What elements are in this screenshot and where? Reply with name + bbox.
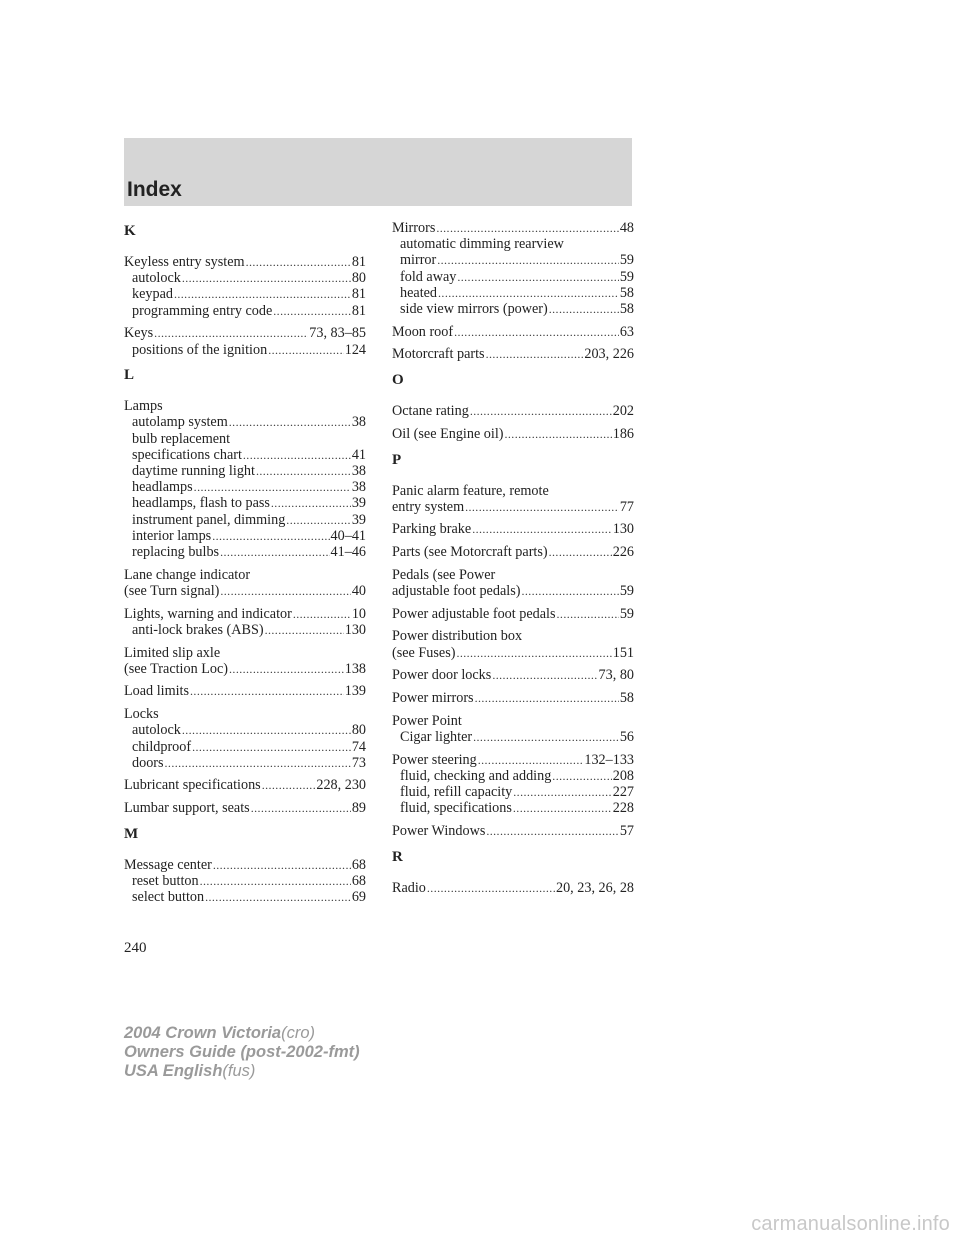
page-reference: 68 — [351, 873, 366, 890]
index-subentry — [124, 463, 366, 479]
index-term: interior lamps — [132, 527, 212, 544]
page-reference: 203, 226 — [584, 346, 634, 363]
index-term: daytime running light — [132, 463, 255, 480]
page-reference: 69 — [351, 889, 366, 906]
page-reference: 57 — [619, 822, 634, 839]
page-reference: 63 — [619, 323, 634, 340]
index-term: autolock — [132, 270, 181, 287]
dot-leader — [456, 645, 611, 661]
page-reference: 38 — [351, 463, 366, 480]
index-subentry — [392, 768, 634, 784]
page-reference: 39 — [351, 495, 366, 512]
index-term: Locks — [124, 706, 159, 723]
dot-leader — [213, 857, 351, 873]
index-term: Power adjustable foot pedals — [392, 605, 556, 622]
index-term: fluid, specifications — [400, 800, 512, 817]
page-reference: 48 — [619, 220, 634, 236]
index-term: entry system — [392, 498, 465, 515]
index-subentry — [392, 285, 634, 301]
index-entry — [392, 426, 634, 442]
dot-leader — [475, 690, 619, 706]
page-reference: 58 — [619, 301, 634, 318]
index-column-right — [392, 220, 634, 902]
footer-language: USA English — [124, 1062, 223, 1080]
index-term: Mirrors — [392, 220, 436, 236]
index-term: adjustable foot pedals) — [392, 583, 521, 600]
index-main-entry — [124, 583, 366, 599]
footer-language-code: (fus) — [222, 1062, 256, 1080]
index-term: (see Turn signal) — [124, 582, 220, 599]
page-reference: 73, 80 — [598, 667, 634, 684]
index-entry — [392, 667, 634, 683]
index-subentry — [392, 236, 634, 252]
index-subentry — [392, 729, 634, 745]
page-reference: 59 — [619, 605, 634, 622]
index-main-entry — [124, 567, 366, 583]
index-letter-heading: K — [124, 223, 136, 239]
page-number: 240 — [124, 940, 147, 956]
index-term: headlamps, flash to pass — [132, 495, 270, 512]
index-entry — [392, 606, 634, 622]
index-term: Power mirrors — [392, 690, 474, 707]
page-reference: 41–46 — [330, 544, 366, 561]
index-entry — [124, 683, 366, 699]
index-main-entry — [392, 752, 634, 768]
index-main-entry — [124, 800, 366, 816]
index-term: instrument panel, dimming — [132, 511, 286, 528]
dot-leader — [251, 800, 351, 816]
dot-leader — [182, 722, 351, 738]
index-main-entry — [392, 645, 634, 661]
dot-leader — [505, 426, 612, 442]
index-subentry — [124, 544, 366, 560]
index-term: side view mirrors (power) — [400, 301, 548, 318]
index-term: Power Windows — [392, 822, 486, 839]
page-reference: 56 — [619, 728, 634, 745]
index-term: reset button — [132, 873, 199, 890]
page-reference: 139 — [344, 683, 366, 700]
index-main-entry — [392, 606, 634, 622]
page-reference: 38 — [351, 414, 366, 431]
index-main-entry — [392, 403, 634, 419]
index-main-entry — [124, 683, 366, 699]
dot-leader — [486, 346, 584, 362]
index-term: positions of the ignition — [132, 341, 268, 358]
index-subentry — [124, 873, 366, 889]
page-reference: 58 — [619, 690, 634, 707]
index-term: Power door locks — [392, 667, 492, 684]
page-reference: 151 — [612, 644, 634, 661]
dot-leader — [454, 324, 619, 340]
page-reference: 40 — [351, 582, 366, 599]
index-main-entry — [392, 713, 634, 729]
index-term: autolamp system — [132, 414, 228, 431]
index-term: specifications chart — [132, 446, 242, 463]
index-main-entry — [392, 483, 634, 499]
index-subentry — [124, 303, 366, 319]
footer-guide: Owners Guide (post-2002-fmt) — [124, 1043, 360, 1061]
index-entry — [392, 690, 634, 706]
index-subentry — [124, 479, 366, 495]
page-reference: 41 — [351, 446, 366, 463]
page-reference: 80 — [351, 722, 366, 739]
index-term: Power Point — [392, 712, 462, 729]
dot-leader — [192, 739, 351, 755]
dot-leader — [513, 800, 612, 816]
index-entry — [124, 398, 366, 560]
index-main-entry — [392, 346, 634, 362]
dot-leader — [470, 403, 612, 419]
page-reference: 10 — [351, 605, 366, 622]
page-reference: 228, 230 — [316, 777, 366, 794]
document-footer — [124, 1024, 360, 1081]
index-term: Pedals (see Power — [392, 566, 496, 583]
index-letter-heading: O — [392, 372, 404, 389]
dot-leader — [465, 499, 619, 515]
header-band — [124, 138, 632, 206]
index-subentry — [124, 528, 366, 544]
index-term: Lubricant specifications — [124, 777, 261, 794]
dot-leader — [427, 880, 555, 896]
index-subentry — [124, 622, 366, 638]
index-subentry — [124, 286, 366, 302]
index-column-left — [124, 220, 366, 912]
index-term: Lumbar support, seats — [124, 800, 250, 817]
index-term: keypad — [132, 286, 173, 303]
index-subentry — [124, 414, 366, 430]
index-term: (see Traction Loc) — [124, 660, 229, 677]
index-entry — [392, 346, 634, 362]
index-term: Motorcraft parts — [392, 346, 485, 363]
index-entry — [124, 325, 366, 357]
index-letter-heading: L — [124, 367, 135, 384]
page-reference: 58 — [619, 284, 634, 301]
index-term: fluid, checking and adding — [400, 767, 552, 784]
index-main-entry — [392, 880, 634, 896]
index-subentry — [392, 800, 634, 816]
dot-leader — [174, 286, 351, 302]
dot-leader — [229, 414, 351, 430]
dot-leader — [154, 325, 308, 341]
dot-leader — [246, 254, 351, 270]
index-main-entry — [392, 324, 634, 340]
index-entry — [124, 777, 366, 793]
dot-leader — [273, 303, 351, 319]
dot-leader — [513, 784, 611, 800]
index-main-entry — [124, 606, 366, 622]
index-main-entry — [392, 823, 634, 839]
index-term: bulb replacement — [132, 430, 231, 447]
page-reference: 130 — [344, 621, 366, 638]
index-main-entry — [392, 521, 634, 537]
dot-leader — [205, 889, 351, 905]
index-entry — [124, 645, 366, 677]
dot-leader — [190, 683, 344, 699]
index-entry — [124, 567, 366, 599]
page-reference: 77 — [619, 498, 634, 515]
index-entry — [392, 521, 634, 537]
dot-leader — [182, 270, 351, 286]
index-entry — [392, 752, 634, 817]
index-main-entry — [124, 857, 366, 873]
dot-leader — [220, 544, 329, 560]
index-subentry — [124, 722, 366, 738]
page-reference: 73, 83–85 — [309, 325, 366, 342]
index-main-entry — [392, 628, 634, 644]
index-term: fold away — [400, 268, 457, 285]
dot-leader — [194, 479, 351, 495]
index-subentry — [124, 889, 366, 905]
index-main-entry — [392, 583, 634, 599]
page-reference: 89 — [351, 800, 366, 817]
dot-leader — [256, 463, 351, 479]
dot-leader — [200, 873, 351, 889]
dot-leader — [265, 622, 344, 638]
page-reference: 124 — [344, 341, 366, 358]
dot-leader — [286, 512, 351, 528]
dot-leader — [478, 752, 584, 768]
dot-leader — [552, 768, 611, 784]
index-subentry — [392, 269, 634, 285]
page-reference: 40–41 — [330, 527, 366, 544]
index-term: Panic alarm feature, remote — [392, 482, 549, 499]
index-main-entry — [392, 220, 634, 236]
page-reference: 68 — [351, 856, 366, 873]
index-entry — [124, 857, 366, 906]
page-reference: 59 — [619, 268, 634, 285]
index-main-entry — [392, 544, 634, 560]
page-reference: 130 — [612, 521, 634, 538]
page-reference: 208 — [612, 767, 634, 784]
index-term: Parts (see Motorcraft parts) — [392, 544, 548, 561]
dot-leader — [492, 667, 597, 683]
index-term: Octane rating — [392, 403, 469, 420]
page-reference: 81 — [351, 254, 366, 270]
page-reference: 202 — [612, 403, 634, 420]
dot-leader — [437, 252, 619, 268]
index-subentry — [124, 270, 366, 286]
dot-leader — [165, 755, 351, 771]
index-term: doors — [132, 754, 164, 771]
index-term: select button — [132, 889, 205, 906]
index-entry — [392, 544, 634, 560]
index-main-entry — [124, 645, 366, 661]
index-term: childproof — [132, 738, 192, 755]
index-term: replacing bulbs — [132, 544, 220, 561]
index-entry — [124, 706, 366, 771]
dot-leader — [229, 661, 344, 677]
dot-leader — [486, 823, 618, 839]
page-reference: 39 — [351, 511, 366, 528]
page-reference: 81 — [351, 286, 366, 303]
dot-leader — [557, 606, 619, 622]
index-main-entry — [124, 325, 366, 341]
index-entry — [392, 713, 634, 745]
page-reference: 228 — [612, 800, 634, 817]
dot-leader — [212, 528, 329, 544]
index-term: Parking brake — [392, 521, 472, 538]
index-entry — [392, 220, 634, 317]
page-reference: 73 — [351, 754, 366, 771]
dot-leader — [473, 729, 619, 745]
page-reference: 132–133 — [584, 751, 634, 768]
watermark: carmanualsonline.info — [751, 1213, 950, 1235]
index-subentry — [124, 342, 366, 358]
index-subentry — [124, 447, 366, 463]
page-reference: 227 — [612, 784, 634, 801]
footer-model: 2004 Crown Victoria — [124, 1024, 282, 1042]
page-title: Index — [127, 178, 182, 201]
page-reference: 20, 23, 26, 28 — [555, 879, 634, 896]
index-letter-heading: R — [392, 848, 403, 865]
index-entry — [392, 567, 634, 599]
index-main-entry — [124, 777, 366, 793]
index-subentry — [392, 252, 634, 268]
index-main-entry — [392, 667, 634, 683]
page-reference: 38 — [351, 479, 366, 496]
dot-leader — [271, 495, 351, 511]
index-subentry — [392, 301, 634, 317]
index-entry — [124, 800, 366, 816]
dot-leader — [268, 342, 344, 358]
index-entry — [392, 880, 634, 896]
index-subentry — [124, 495, 366, 511]
index-entry — [392, 324, 634, 340]
index-term: Load limits — [124, 683, 190, 700]
dot-leader — [438, 285, 619, 301]
page-reference: 74 — [351, 738, 366, 755]
dot-leader — [436, 220, 618, 236]
dot-leader — [293, 606, 351, 622]
index-entry — [124, 606, 366, 638]
index-letter-heading: P — [392, 451, 402, 468]
index-term: fluid, refill capacity — [400, 784, 513, 801]
index-term: anti-lock brakes (ABS) — [132, 621, 264, 638]
index-subentry — [392, 784, 634, 800]
dot-leader — [457, 269, 618, 285]
index-subentry — [124, 755, 366, 771]
dot-leader — [243, 447, 351, 463]
index-term: Cigar lighter — [400, 728, 473, 745]
index-term: Radio — [392, 879, 426, 896]
index-term: Oil (see Engine oil) — [392, 425, 504, 442]
index-subentry — [124, 739, 366, 755]
page-reference: 59 — [619, 252, 634, 269]
dot-leader — [472, 521, 612, 537]
page-reference: 59 — [619, 583, 634, 600]
index-term: Lamps — [124, 398, 163, 415]
index-entry — [124, 254, 366, 319]
page-reference: 186 — [612, 425, 634, 442]
index-main-entry — [124, 398, 366, 414]
index-term: Power steering — [392, 751, 477, 768]
page-reference: 80 — [351, 270, 366, 287]
page-reference: 226 — [612, 544, 634, 561]
index-term: Keys — [124, 325, 154, 342]
index-term: Limited slip axle — [124, 644, 221, 661]
index-entry — [392, 628, 634, 660]
index-entry — [392, 823, 634, 839]
page-reference: 138 — [344, 660, 366, 677]
index-main-entry — [124, 706, 366, 722]
dot-leader — [521, 583, 618, 599]
dot-leader — [549, 301, 619, 317]
index-term: heated — [400, 284, 438, 301]
index-main-entry — [392, 690, 634, 706]
index-main-entry — [124, 661, 366, 677]
index-term: Keyless entry system — [124, 254, 245, 270]
index-term: Lights, warning and indicator — [124, 605, 292, 622]
index-term: Power distribution box — [392, 628, 523, 645]
dot-leader — [549, 544, 612, 560]
index-main-entry — [392, 499, 634, 515]
footer-model-code: (cro) — [281, 1024, 316, 1042]
index-letter-heading: M — [124, 825, 139, 842]
index-term: Lane change indicator — [124, 566, 251, 583]
dot-leader — [262, 777, 316, 793]
index-term: headlamps — [132, 479, 193, 496]
index-term: Message center — [124, 856, 212, 873]
index-main-entry — [392, 426, 634, 442]
page-reference: 81 — [351, 302, 366, 319]
index-subentry — [124, 431, 366, 447]
index-main-entry — [392, 567, 634, 583]
index-term: autolock — [132, 722, 181, 739]
index-entry — [392, 483, 634, 515]
index-entry — [392, 403, 634, 419]
index-term: Moon roof — [392, 323, 454, 340]
index-main-entry — [124, 254, 366, 270]
dot-leader — [220, 583, 350, 599]
index-term: automatic dimming rearview — [400, 236, 564, 253]
index-term: (see Fuses) — [392, 644, 456, 661]
index-term: mirror — [400, 252, 437, 269]
index-subentry — [124, 512, 366, 528]
index-term: programming entry code — [132, 302, 273, 319]
